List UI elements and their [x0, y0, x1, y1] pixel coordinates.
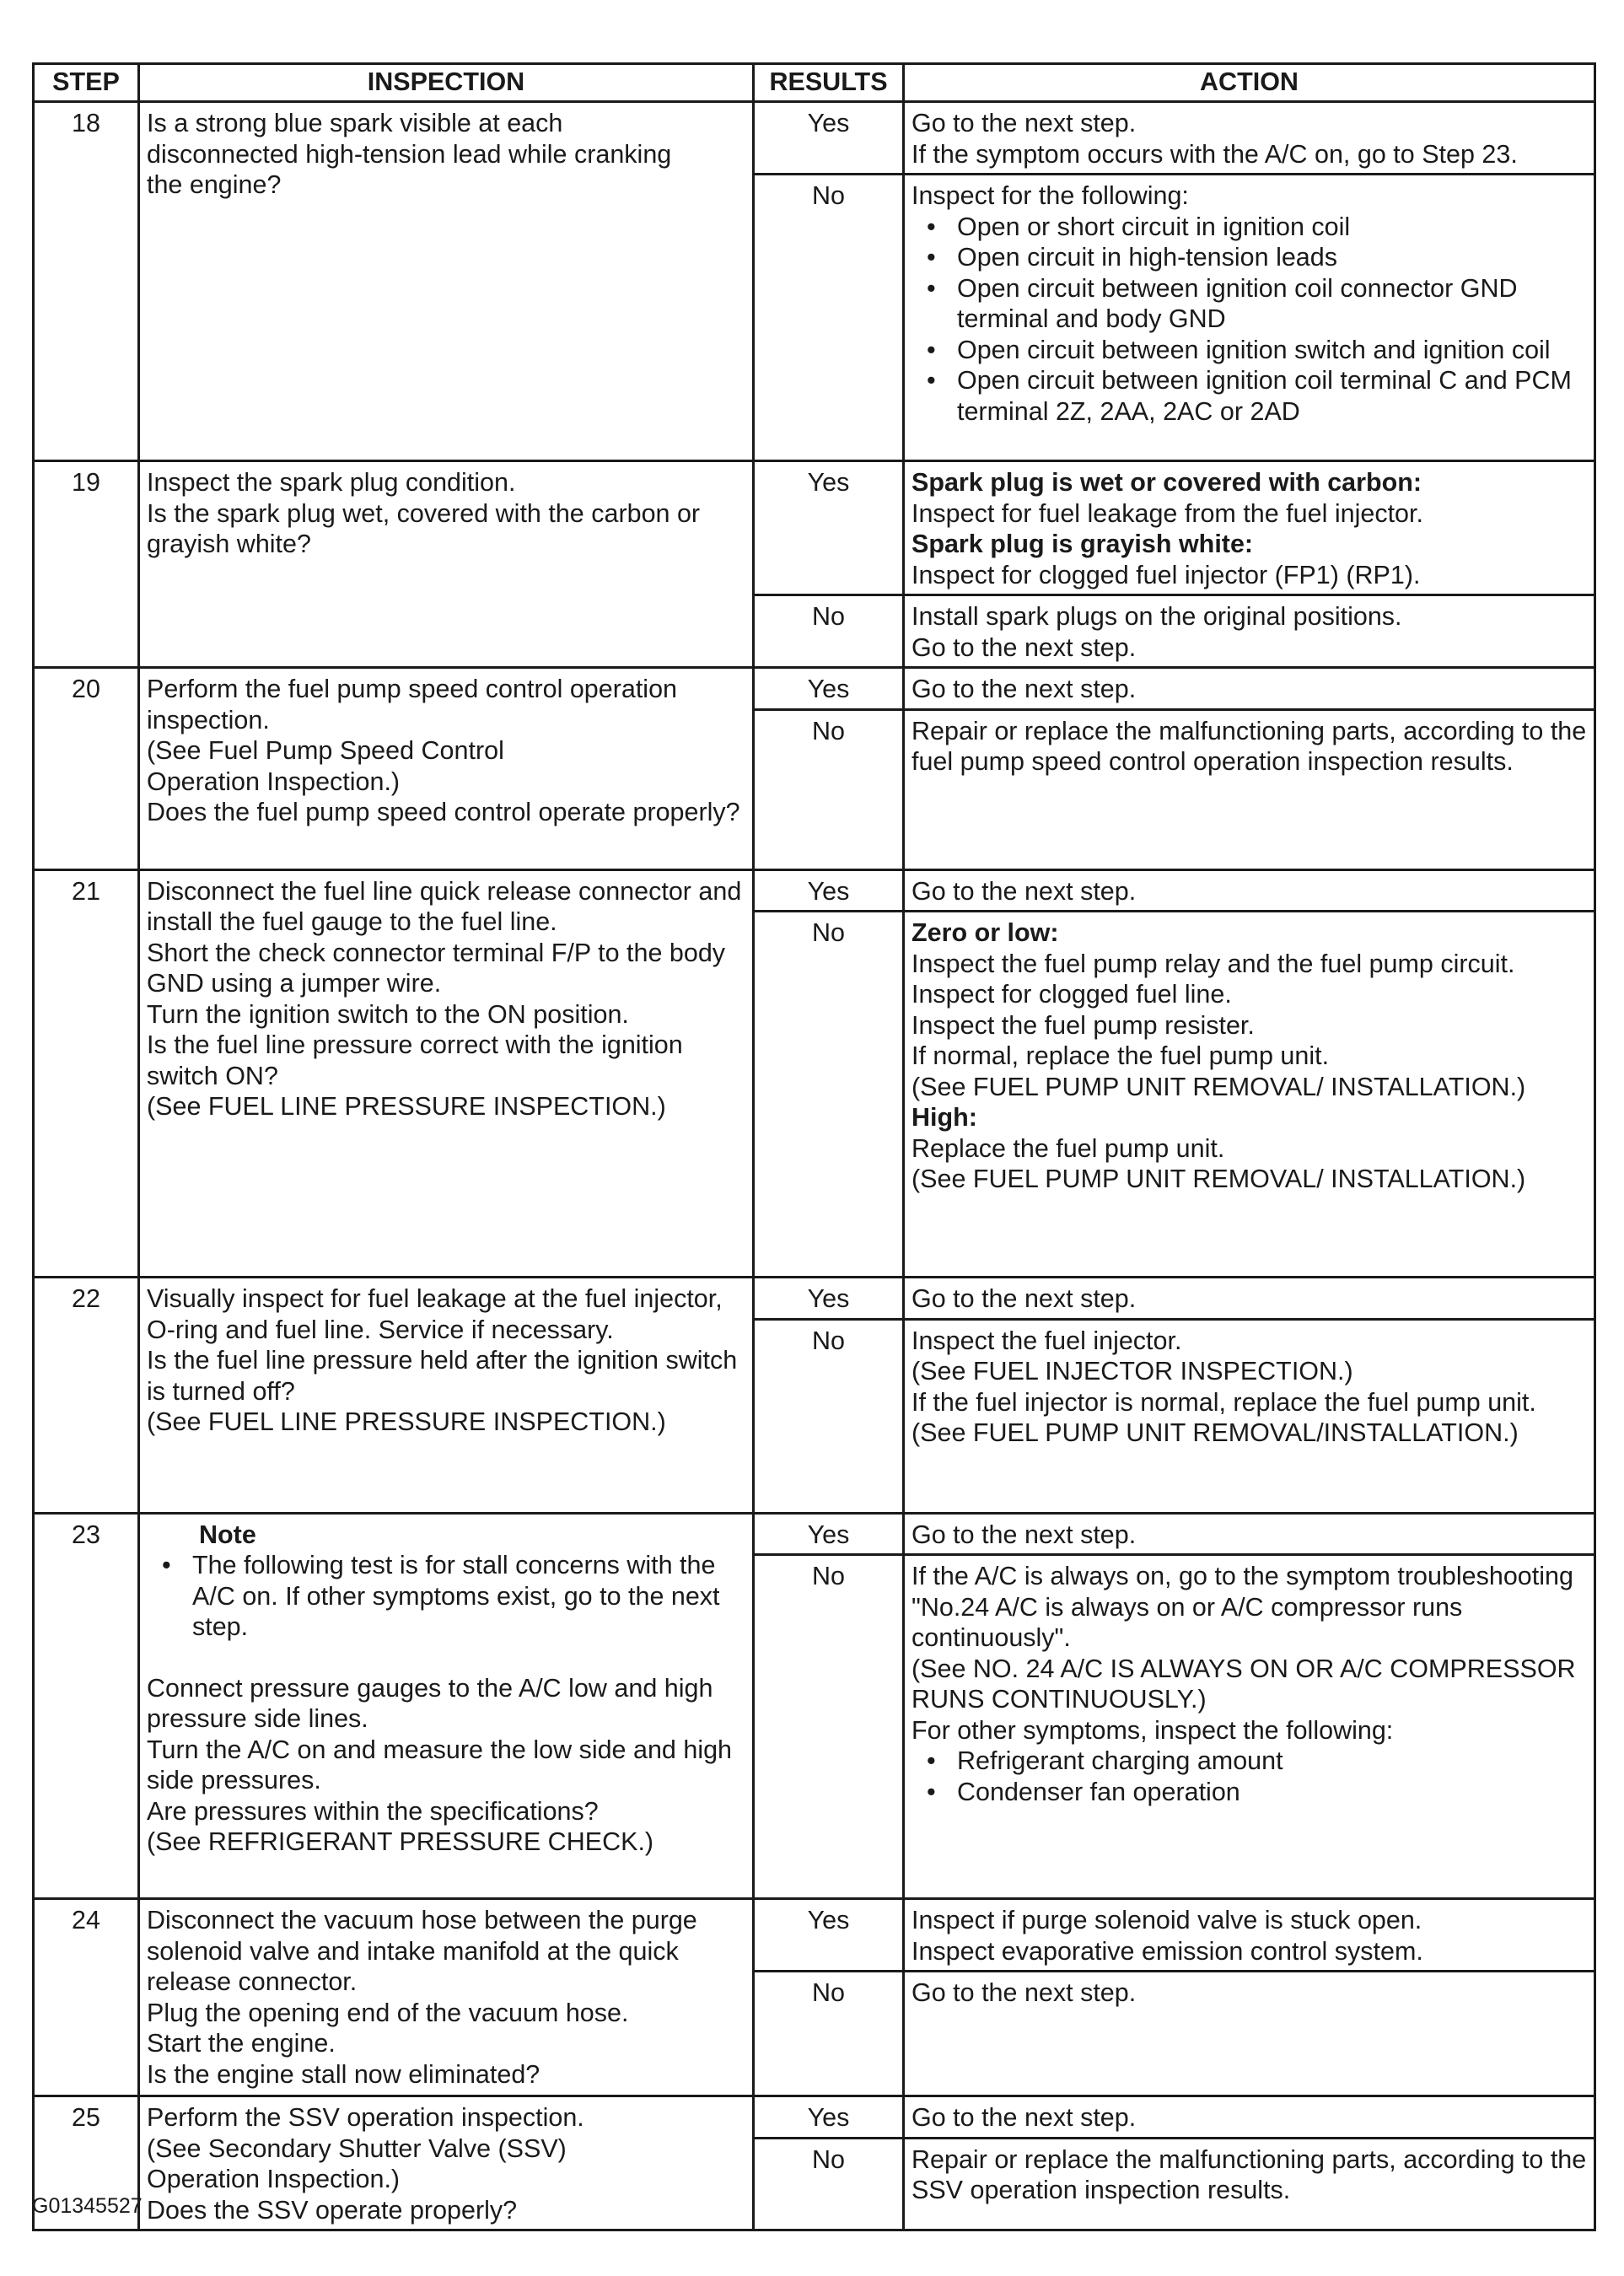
- result-label: No: [754, 175, 904, 461]
- table-row: [34, 869, 1595, 912]
- text-line: Disconnect the fuel line quick release connector and install the fuel gauge to the fuel line.: [147, 876, 742, 936]
- result-label: No: [754, 709, 904, 869]
- text-line: Go to the next step.: [911, 876, 1137, 906]
- bullet-item: • Open circuit between ignition coil terminal C and PCM terminal 2Z, 2AA, 2AC or 2AD: [911, 365, 1587, 427]
- bullet-list: [147, 1550, 745, 1643]
- text-line: (See FUEL LINE PRESSURE INSPECTION.): [147, 1092, 666, 1121]
- bullet-item: • Open or short circuit in ignition coil: [911, 212, 1587, 243]
- text-line: Go to the next step.: [911, 1284, 1137, 1313]
- condition-heading: Zero or low:: [911, 918, 1059, 947]
- condition-heading: Spark plug is grayish white:: [911, 530, 1254, 558]
- text-line: If the A/C is always on, go to the symptom troubleshooting "No.24 A/C is always on or A/C compressor runs continuously".: [911, 1562, 1573, 1652]
- result-label: Yes: [754, 1513, 904, 1555]
- action-cell: [904, 1513, 1595, 1555]
- bullet-item: • Open circuit between ignition switch and ignition coil: [911, 335, 1587, 366]
- bullet-list: [911, 1746, 1587, 1807]
- bullet-list: [911, 212, 1587, 428]
- inspection-cell: [139, 2096, 754, 2230]
- action-cell: [904, 102, 1595, 175]
- text-line: Inspect if purge solenoid valve is stuck open.: [911, 1906, 1422, 1934]
- text-line: Does the fuel pump speed control operate properly?: [147, 798, 740, 826]
- text-line: Go to the next step.: [911, 1520, 1137, 1549]
- text-line: (See Fuel Pump Speed Control: [147, 736, 504, 765]
- step-number: 22: [34, 1278, 139, 1514]
- result-label: No: [754, 2138, 904, 2230]
- result-label: No: [754, 912, 904, 1278]
- text-line: Go to the next step.: [911, 109, 1137, 137]
- text-line: Connect pressure gauges to the A/C low and high pressure side lines.: [147, 1673, 713, 1733]
- note-heading: Note: [199, 1520, 256, 1549]
- header-action: ACTION: [904, 64, 1595, 102]
- text-line: Inspect for the following:: [911, 181, 1189, 210]
- text-line: (See FUEL INJECTOR INSPECTION.): [911, 1357, 1353, 1386]
- result-label: No: [754, 1319, 904, 1513]
- text-line: If the fuel injector is normal, replace the fuel pump unit.: [911, 1387, 1536, 1417]
- result-label: No: [754, 595, 904, 668]
- text-line: the engine?: [147, 170, 282, 199]
- step-number: 20: [34, 668, 139, 870]
- step-number: 25: [34, 2096, 139, 2230]
- text-line: Perform the SSV operation inspection.: [147, 2103, 584, 2132]
- text-line: Inspect the spark plug condition.: [147, 468, 516, 497]
- action-cell: [904, 869, 1595, 912]
- text-line: (See NO. 24 A/C IS ALWAYS ON OR A/C COMPRESSOR RUNS CONTINUOUSLY.): [911, 1654, 1576, 1714]
- inspection-cell: [139, 869, 754, 1278]
- bullet-item: • Open circuit between ignition coil connector GND terminal and body GND: [911, 273, 1587, 335]
- result-label: Yes: [754, 1278, 904, 1320]
- text-line: Turn the A/C on and measure the low side and high side pressures.: [147, 1735, 733, 1794]
- inspection-cell: [139, 668, 754, 870]
- diagnostic-table: [32, 62, 1596, 2231]
- text-line: Inspect the fuel pump resister.: [911, 1010, 1255, 1040]
- condition-heading: High:: [911, 1103, 977, 1132]
- step-number: 21: [34, 869, 139, 1278]
- text-line: Is the fuel line pressure held after the ignition switch is turned off?: [147, 1346, 738, 1406]
- header-step: STEP: [34, 64, 139, 102]
- text-line: Go to the next step.: [911, 2103, 1137, 2132]
- text-line: If the symptom occurs with the A/C on, go to Step 23.: [911, 139, 1518, 169]
- text-line: Disconnect the vacuum hose between the purge solenoid valve and intake manifold at the quick release connector.: [147, 1906, 697, 1996]
- text-line: Go to the next step.: [911, 1978, 1137, 2007]
- result-label: Yes: [754, 1899, 904, 1972]
- action-cell: [904, 1899, 1595, 1972]
- action-cell: [904, 1278, 1595, 1320]
- text-line: Does the SSV operate properly?: [147, 2195, 518, 2225]
- table-row: [34, 1278, 1595, 1320]
- table-row: [34, 2096, 1595, 2139]
- figure-id: G01345527: [32, 2194, 143, 2218]
- text-line: Inspect for clogged fuel injector (FP1) (RP1).: [911, 560, 1421, 589]
- action-cell: [904, 912, 1595, 1278]
- result-label: No: [754, 1972, 904, 2096]
- result-label: Yes: [754, 668, 904, 710]
- text-line: (See FUEL PUMP UNIT REMOVAL/INSTALLATION.): [911, 1418, 1519, 1447]
- result-label: Yes: [754, 102, 904, 175]
- diagnostic-table-body: [34, 102, 1595, 2230]
- action-cell: [904, 668, 1595, 710]
- inspection-cell: [139, 102, 754, 461]
- action-cell: [904, 709, 1595, 869]
- text-line: (See FUEL LINE PRESSURE INSPECTION.): [147, 1407, 666, 1436]
- text-line: Short the check connector terminal F/P to the body GND using a jumper wire.: [147, 938, 726, 998]
- text-line: If normal, replace the fuel pump unit.: [911, 1041, 1330, 1070]
- table-row: [34, 1899, 1595, 1972]
- result-label: Yes: [754, 2096, 904, 2139]
- text-line: Go to the next step.: [911, 632, 1137, 662]
- text-line: Inspect for fuel leakage from the fuel injector.: [911, 498, 1423, 528]
- table-row: [34, 668, 1595, 710]
- text-line: Start the engine.: [147, 2029, 336, 2058]
- header-results: RESULTS: [754, 64, 904, 102]
- step-number: 23: [34, 1513, 139, 1899]
- header-row: [34, 64, 1595, 102]
- action-cell: [904, 1319, 1595, 1513]
- condition-heading: Spark plug is wet or covered with carbon:: [911, 468, 1422, 497]
- bullet-item: • Condenser fan operation: [911, 1777, 1587, 1808]
- spacer: [147, 1643, 745, 1673]
- text-line: Go to the next step.: [911, 675, 1137, 703]
- step-number: 24: [34, 1899, 139, 2096]
- text-line: (See REFRIGERANT PRESSURE CHECK.): [147, 1827, 654, 1856]
- text-line: (See Secondary Shutter Valve (SSV): [147, 2133, 567, 2163]
- text-line: disconnected high-tension lead while cranking: [147, 139, 672, 169]
- text-line: Operation Inspection.): [147, 2165, 401, 2193]
- table-row: [34, 1513, 1595, 1555]
- result-label: Yes: [754, 869, 904, 912]
- text-line: Are pressures within the specifications?: [147, 1796, 599, 1826]
- inspection-cell: [139, 1278, 754, 1514]
- text-line: Inspect evaporative emission control system.: [911, 1936, 1423, 1966]
- text-line: Is the engine stall now eliminated?: [147, 2059, 540, 2089]
- text-line: Operation Inspection.): [147, 767, 401, 796]
- action-cell: [904, 461, 1595, 595]
- text-line: Is the fuel line pressure correct with the ignition switch ON?: [147, 1030, 683, 1090]
- bullet-item: • Open circuit in high-tension leads: [911, 242, 1587, 273]
- text-line: Repair or replace the malfunctioning parts, according to the SSV operation inspection results.: [911, 2144, 1587, 2205]
- text-line: Turn the ignition switch to the ON position.: [147, 999, 629, 1029]
- table-row: [34, 461, 1595, 595]
- inspection-cell: [139, 461, 754, 668]
- text-line: (See FUEL PUMP UNIT REMOVAL/ INSTALLATION.): [911, 1072, 1526, 1101]
- text-line: For other symptoms, inspect the following:: [911, 1715, 1394, 1745]
- step-number: 19: [34, 461, 139, 668]
- result-label: Yes: [754, 461, 904, 595]
- action-cell: [904, 175, 1595, 461]
- bullet-item: • Refrigerant charging amount: [911, 1746, 1587, 1777]
- action-cell: [904, 1555, 1595, 1899]
- text-line: Visually inspect for fuel leakage at the fuel injector, O-ring and fuel line. Service if necessary.: [147, 1284, 723, 1344]
- action-cell: [904, 2138, 1595, 2230]
- text-line: (See FUEL PUMP UNIT REMOVAL/ INSTALLATION.): [911, 1165, 1526, 1193]
- text-line: Install spark plugs on the original positions.: [911, 602, 1402, 631]
- step-number: 18: [34, 102, 139, 461]
- table-row: [34, 102, 1595, 175]
- inspection-cell: [139, 1899, 754, 2096]
- header-inspection: INSPECTION: [139, 64, 754, 102]
- inspection-cell: [139, 1513, 754, 1899]
- action-cell: [904, 1972, 1595, 2096]
- text-line: Inspect the fuel injector.: [911, 1326, 1182, 1355]
- text-line: Repair or replace the malfunctioning parts, according to the fuel pump speed control operation inspection results.: [911, 716, 1587, 776]
- text-line: Inspect the fuel pump relay and the fuel pump circuit.: [911, 949, 1515, 978]
- text-line: Perform the fuel pump speed control operation inspection.: [147, 675, 678, 734]
- text-line: Inspect for clogged fuel line.: [911, 980, 1232, 1009]
- text-line: Is the spark plug wet, covered with the carbon or grayish white?: [147, 498, 701, 558]
- text-line: Plug the opening end of the vacuum hose.: [147, 1998, 629, 2027]
- action-cell: [904, 595, 1595, 668]
- text-line: Replace the fuel pump unit.: [911, 1133, 1225, 1163]
- result-label: No: [754, 1555, 904, 1899]
- action-cell: [904, 2096, 1595, 2139]
- bullet-item: • The following test is for stall concerns with the A/C on. If other symptoms exist, go to the next step.: [147, 1550, 745, 1643]
- text-line: Is a strong blue spark visible at each: [147, 109, 563, 137]
